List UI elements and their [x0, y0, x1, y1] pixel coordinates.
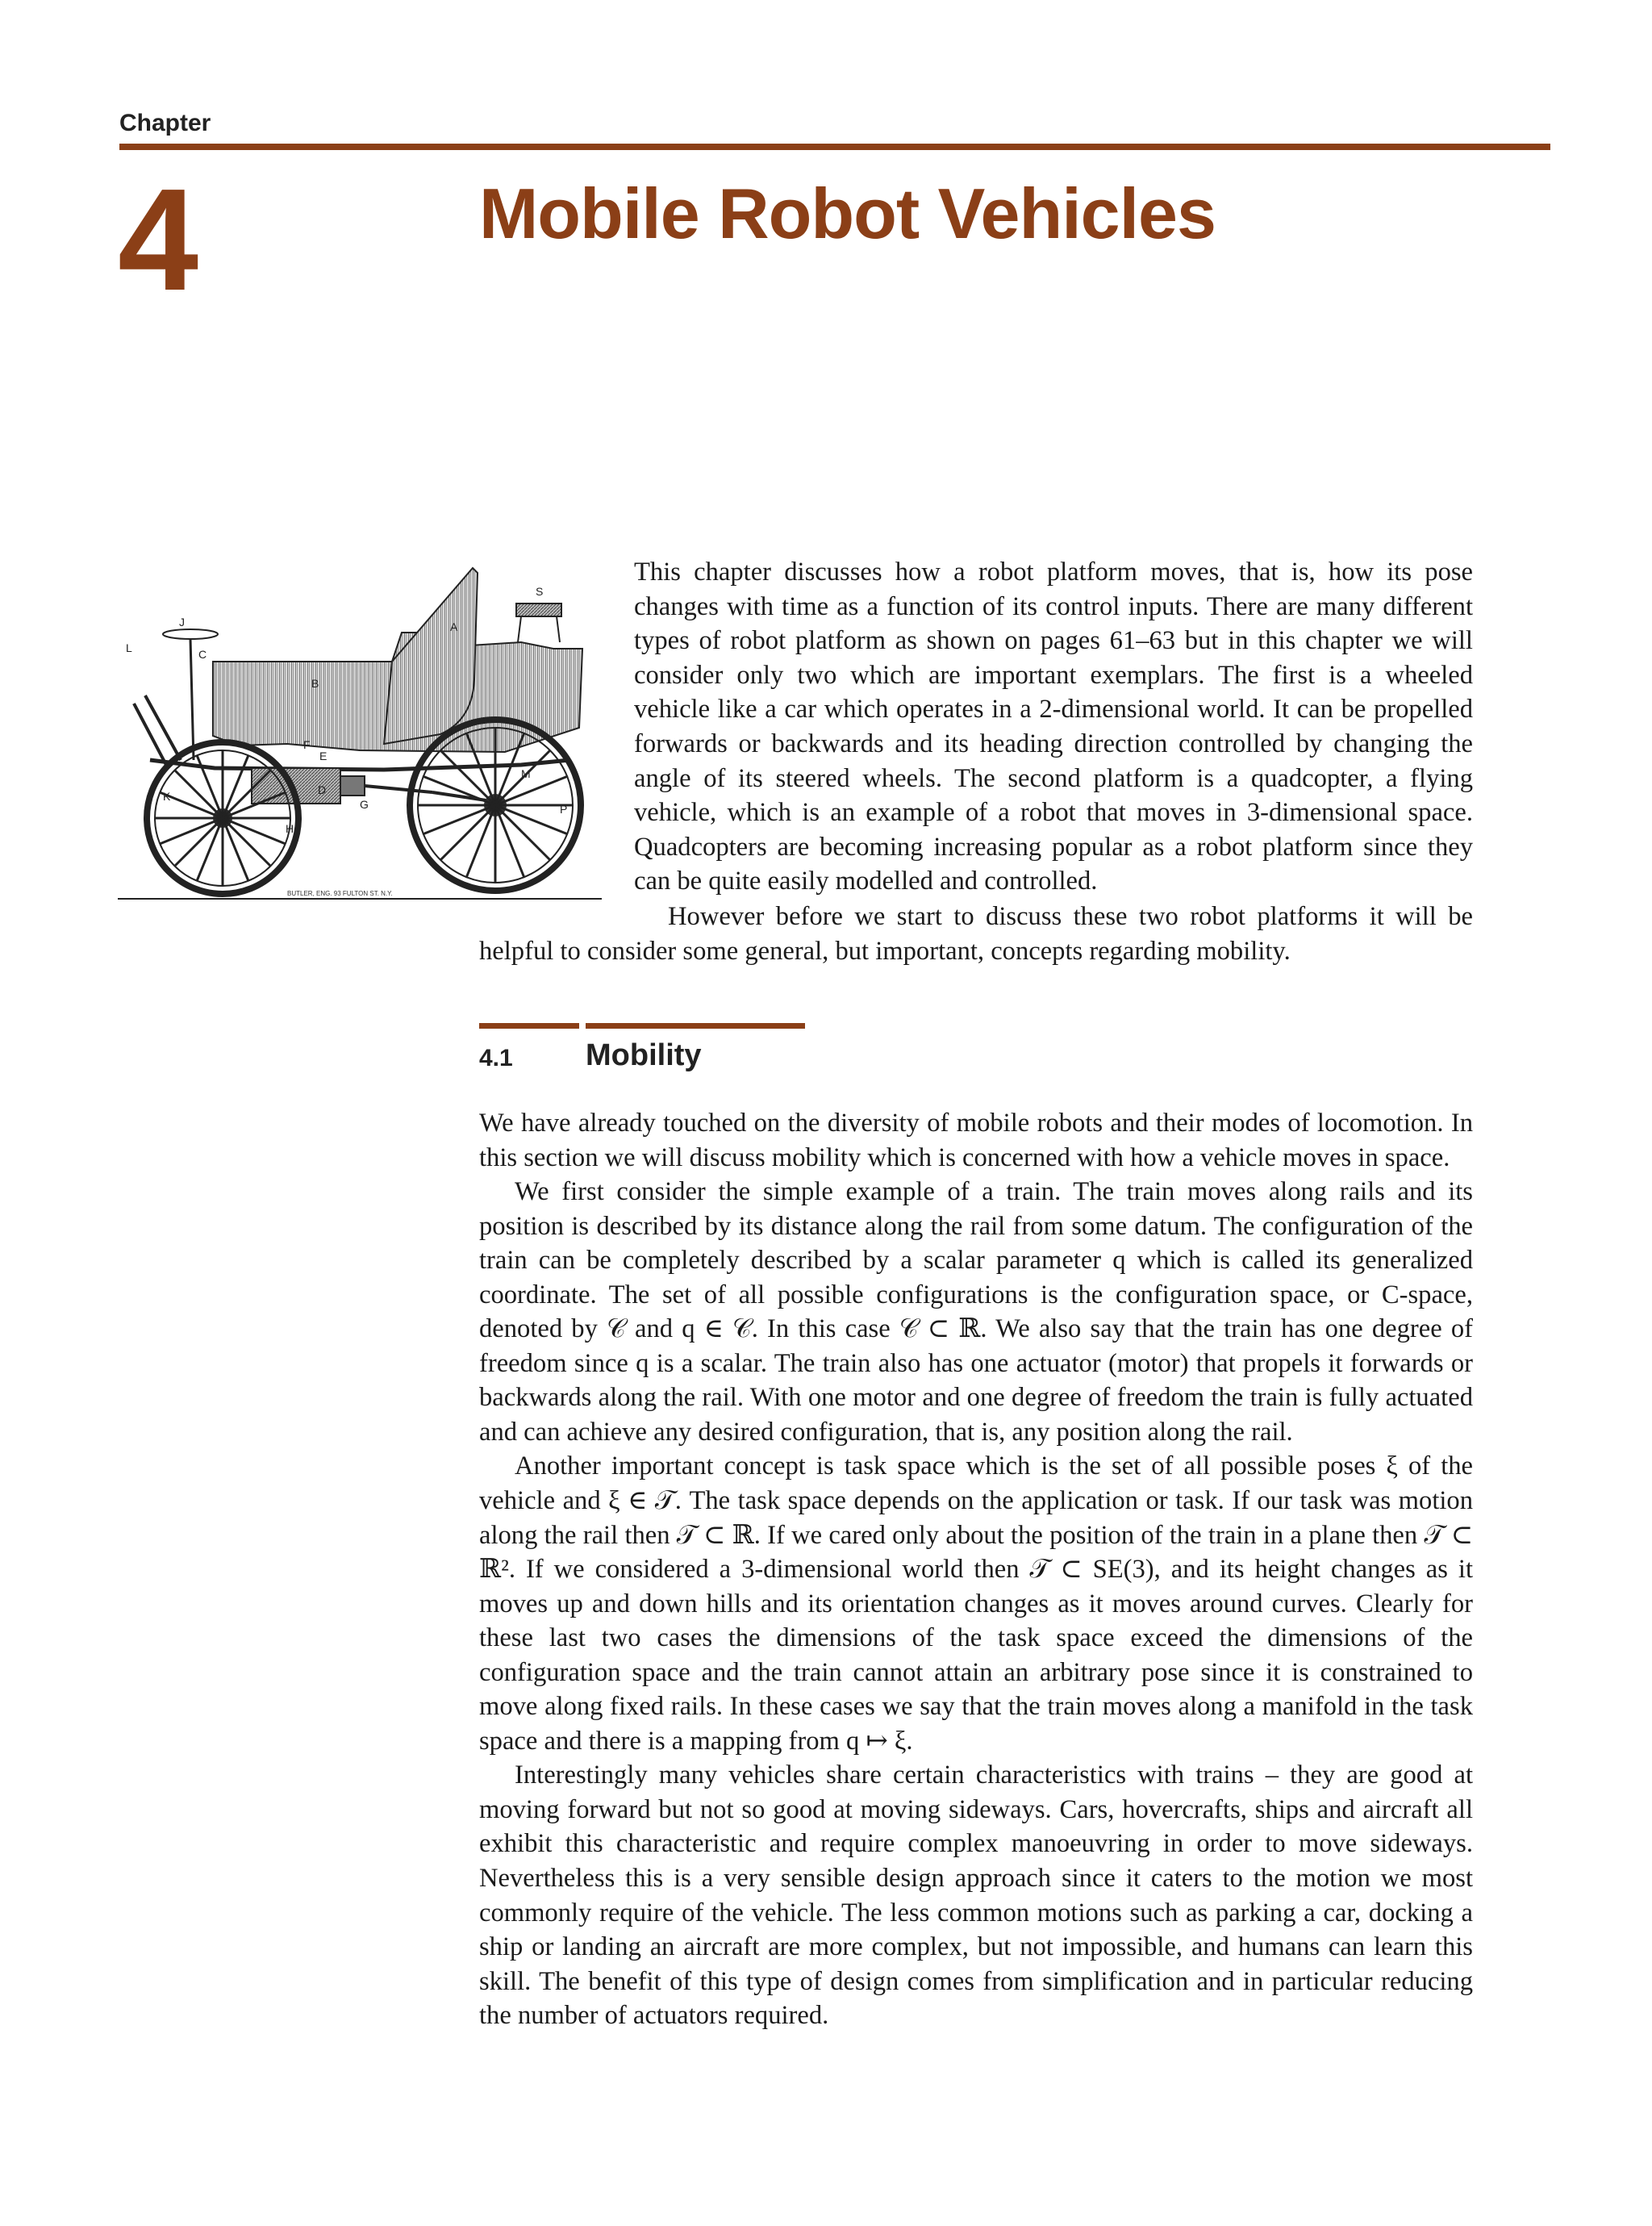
body-paragraph: Another important concept is task space which is the set of all possible poses ξ of the vehicle and ξ ∈ 𝒯. The task space depends on the application or task. If our task was motion along the rail then 𝒯 ⊂ ℝ. If we cared only about the position of the train in a plane then 𝒯 ⊂ ℝ². If we considered a 3-dimensional world then 𝒯 ⊂ SE(3), and its height changes as it moves up and down hills and its orientation changes as it moves around curves. Clearly for these last two cases the dimensions of the task space exceed the dimensions of the configuration space and the train cannot attain an arbitrary pose since it is constrained to move along fixed rails. In these cases we say that the train moves along a manifold in the task space and there is a mapping from q ↦ ξ.: [479, 1451, 1473, 1756]
figure-letter: S: [536, 585, 544, 598]
section-body: [479, 1106, 1473, 2033]
body-paragraph: Interestingly many vehicles share certain characteristics with trains – they are good at moving forward but not so good at moving sideways. Cars, hovercrafts, ships and aircraft all exhibit this characteristic and require complex manoeuvring in order to move sideways. Nevertheless this is a very sensible design approach since it caters to the motion we most commonly require of the vehicle. The less common motions such as parking a car, docking a ship or landing an aircraft are more complex, but not impossible, and humans can learn this skill. The benefit of this type of design comes from simplification and in particular reducing the number of actuators required.: [479, 1760, 1473, 2031]
figure-letter: J: [179, 616, 185, 629]
figure-letter: K: [163, 790, 171, 803]
chapter-intro: [634, 555, 1473, 899]
figure-letter: F: [303, 738, 311, 751]
section-rule-left: [479, 1023, 579, 1029]
section-number: 4.1: [479, 1045, 513, 1071]
steam-carriage-illustration: [118, 558, 615, 904]
figure-letter: A: [450, 620, 458, 633]
figure-letter: G: [360, 798, 369, 811]
figure-letter: C: [198, 648, 207, 661]
intro-paragraph: This chapter discusses how a robot platform moves, that is, how its pose changes with time as a function of its control inputs. There are many different types of robot platform as shown on pages 61–63 but in this chapter we will consider only two which are important exemplars. The first is a wheeled vehicle like a car which operates in a 2-dimensional world. It can be propelled forwards or backwards and its heading direction controlled by changing the angle of its steered wheels. The second platform is a quadcopter, a flying vehicle, which is an example of a robot that moves in 3-dimensional space. Quadcopters are becoming increasing popular as a robot platform since they can be quite easily modelled and controlled.: [634, 558, 1473, 896]
figure-letter: M: [521, 767, 531, 780]
figure-letter: H: [286, 822, 294, 835]
figure-engraver-credit: BUTLER, ENG. 93 FULTON ST. N.Y.: [287, 890, 393, 897]
body-paragraph: We first consider the simple example of a train. The train moves along rails and its position is described by its distance along the rail from some datum. The configuration of the train can be completely described by a scalar parameter q which is called its generalized coordinate. The set of all possible configurations is the configuration space, or C-space, denoted by 𝒞 and q ∈ 𝒞. In this case 𝒞 ⊂ ℝ. We also say that the train has one degree of freedom since q is a scalar. The train also has one actuator (motor) that propels it forwards or backwards along the rail. With one motor and one degree of freedom the train is fully actuated and can achieve any desired configuration, that is, any position along the rail.: [479, 1177, 1473, 1447]
figure-letter: B: [311, 677, 319, 690]
chapter-label: Chapter: [119, 110, 211, 136]
figure-letter: L: [126, 641, 132, 654]
figure-letter: P: [560, 803, 568, 816]
front-wheel: [147, 742, 298, 894]
section-title: Mobility: [586, 1038, 702, 1072]
chapter-intro-continued: [479, 900, 1473, 968]
chapter-rule: [119, 144, 1550, 150]
figure-letter: E: [319, 750, 327, 762]
steam-carriage-figure: [118, 558, 615, 904]
section-rule-right: [586, 1023, 805, 1029]
intro-paragraph: However before we start to discuss these two robot platforms it will be helpful to consider some general, but important, concepts regarding mobility.: [479, 902, 1473, 966]
body-paragraph: We have already touched on the diversity of mobile robots and their modes of locomotion. In this section we will discuss mobility which is concerned with how a vehicle moves in space.: [479, 1109, 1473, 1172]
rear-wheel: [410, 720, 581, 891]
chapter-title: Mobile Robot Vehicles: [479, 173, 1216, 253]
chapter-number: 4: [118, 159, 196, 321]
figure-letter: D: [318, 783, 327, 796]
